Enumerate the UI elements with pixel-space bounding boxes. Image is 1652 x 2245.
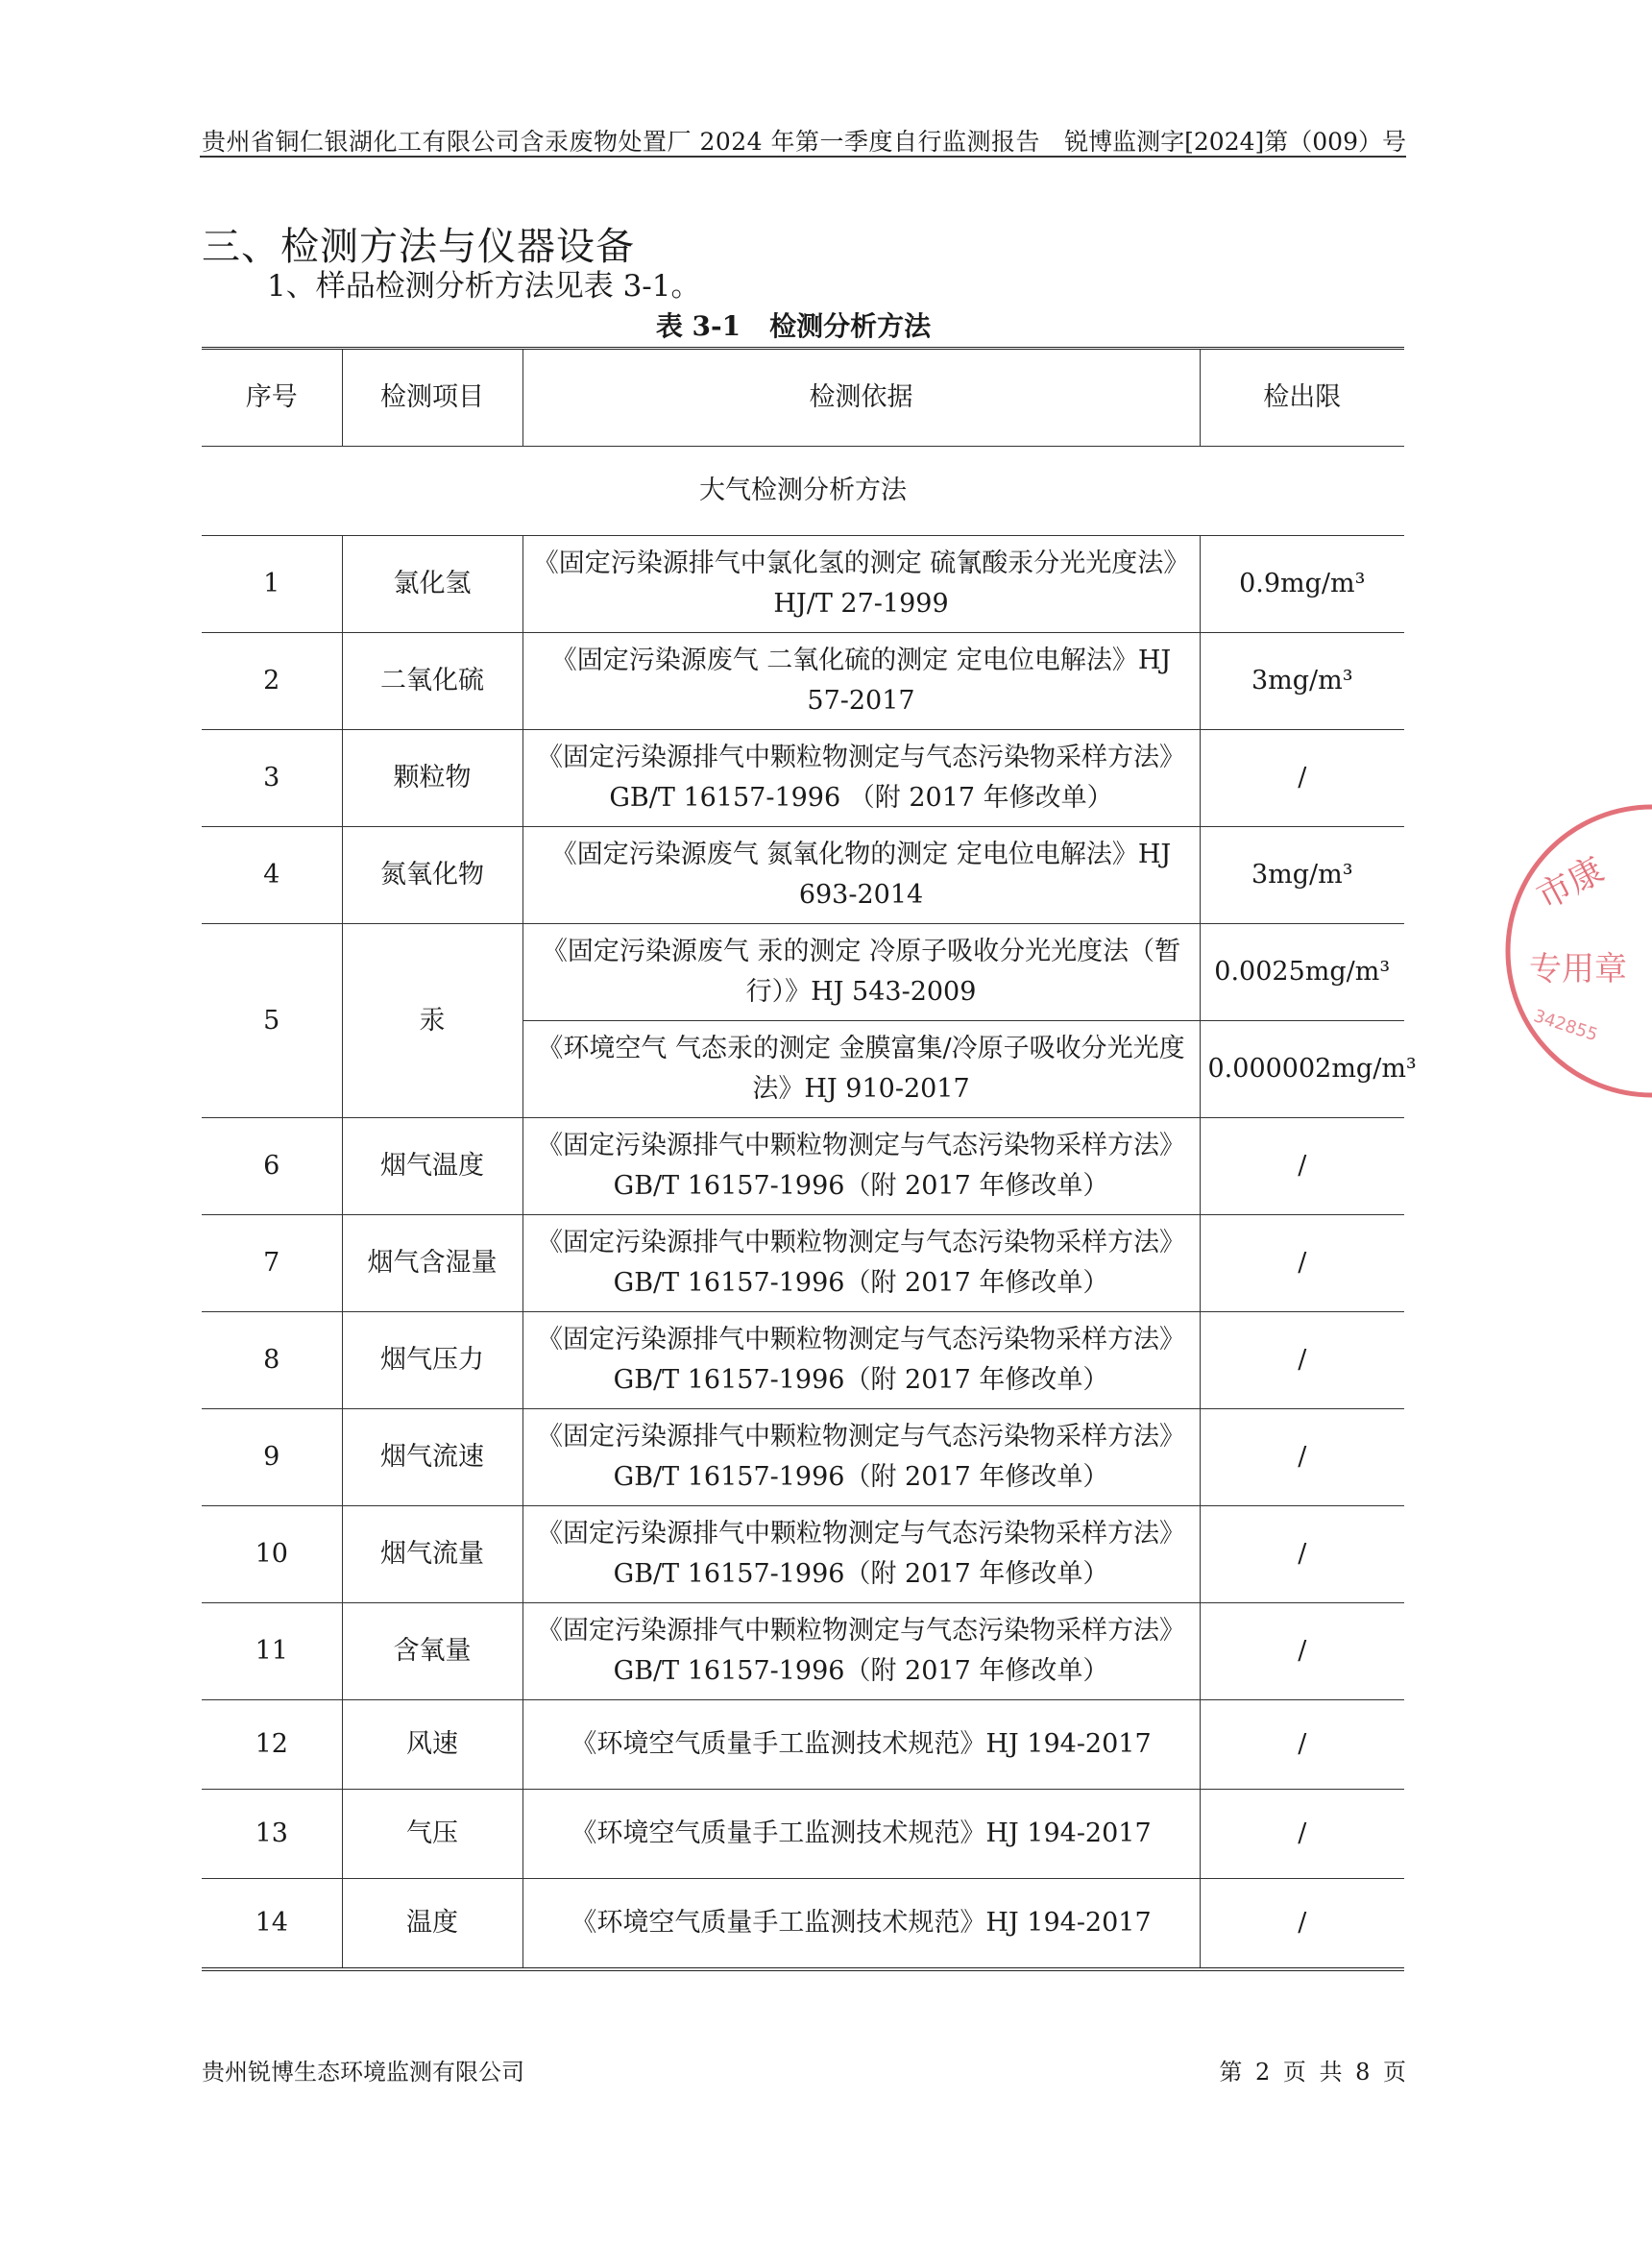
row-limit: / — [1200, 1603, 1404, 1700]
row-item: 烟气含湿量 — [342, 1215, 522, 1312]
report-number: 锐博监测字[2024]第（009）号 — [1064, 128, 1406, 156]
header-divider — [200, 156, 1406, 158]
row-basis: 《固定污染源排气中颗粒物测定与气态污染物采样方法》GB/T 16157-1996（附 2017 年修改单） — [522, 1506, 1200, 1603]
row-item: 汞 — [342, 924, 522, 1118]
row-limit: / — [1200, 730, 1404, 827]
row-limit: / — [1200, 1312, 1404, 1409]
row-item: 温度 — [342, 1879, 522, 1970]
row-limit: / — [1200, 1790, 1404, 1879]
row-basis: 《固定污染源排气中颗粒物测定与气态污染物采样方法》GB/T 16157-1996（附 2017 年修改单） — [522, 1409, 1200, 1506]
row-no: 7 — [202, 1215, 342, 1312]
row-limit: / — [1200, 1409, 1404, 1506]
group-title: 大气检测分析方法 — [202, 447, 1404, 536]
row-limit: / — [1200, 1879, 1404, 1970]
row-no: 6 — [202, 1118, 342, 1215]
row-basis: 《固定污染源废气 汞的测定 冷原子吸收分光光度法（暂行）》HJ 543-2009 — [522, 924, 1200, 1021]
row-no: 3 — [202, 730, 342, 827]
row-item: 二氧化硫 — [342, 633, 522, 730]
row-basis: 《环境空气 气态汞的测定 金膜富集/冷原子吸收分光光度法》HJ 910-2017 — [522, 1021, 1200, 1118]
row-item: 气压 — [342, 1790, 522, 1879]
table-row — [202, 1409, 1404, 1506]
table-row — [202, 827, 1404, 924]
row-limit: / — [1200, 1118, 1404, 1215]
table-row — [202, 924, 1404, 1021]
row-basis: 《环境空气质量手工监测技术规范》HJ 194-2017 — [522, 1790, 1200, 1879]
row-no: 13 — [202, 1790, 342, 1879]
table-caption-text: 检测分析方法 — [769, 310, 932, 342]
row-item: 烟气压力 — [342, 1312, 522, 1409]
row-basis: 《固定污染源排气中颗粒物测定与气态污染物采样方法》GB/T 16157-1996（附 2017 年修改单） — [522, 1215, 1200, 1312]
row-no: 10 — [202, 1506, 342, 1603]
row-basis: 《固定污染源废气 二氧化硫的测定 定电位电解法》HJ 57-2017 — [522, 633, 1200, 730]
header-basis: 检测依据 — [522, 349, 1200, 447]
seal-text-middle: 专用章 — [1529, 950, 1627, 988]
row-limit: / — [1200, 1506, 1404, 1603]
table-row — [202, 1506, 1404, 1603]
row-basis: 《环境空气质量手工监测技术规范》HJ 194-2017 — [522, 1879, 1200, 1970]
row-limit: 0.0025mg/m³ — [1200, 924, 1404, 1021]
row-limit: / — [1200, 1700, 1404, 1790]
row-limit: / — [1200, 1215, 1404, 1312]
footer-page-info: 第 2 页 共 8 页 — [1219, 2059, 1406, 2086]
header-no: 序号 — [202, 349, 342, 447]
table-caption — [0, 305, 1587, 344]
row-item: 风速 — [342, 1700, 522, 1790]
row-limit: 3mg/m³ — [1200, 633, 1404, 730]
row-limit: 0.9mg/m³ — [1200, 536, 1404, 633]
row-item: 氮氧化物 — [342, 827, 522, 924]
row-no: 11 — [202, 1603, 342, 1700]
methods-table — [202, 347, 1417, 1971]
table-row — [202, 1700, 1404, 1790]
table-row — [202, 1790, 1404, 1879]
seal-text-top: 市康 — [1530, 850, 1611, 918]
row-item: 含氧量 — [342, 1603, 522, 1700]
company-seal — [1498, 797, 1652, 1105]
row-item: 氯化氢 — [342, 536, 522, 633]
row-basis: 《固定污染源废气 氮氧化物的测定 定电位电解法》HJ 693-2014 — [522, 827, 1200, 924]
row-item: 颗粒物 — [342, 730, 522, 827]
row-basis: 《固定污染源排气中氯化氢的测定 硫氰酸汞分光光度法》HJ/T 27-1999 — [522, 536, 1200, 633]
row-no: 2 — [202, 633, 342, 730]
header-item: 检测项目 — [342, 349, 522, 447]
intro-text: 1、样品检测分析方法见表 3-1。 — [267, 269, 701, 304]
table-row — [202, 1879, 1404, 1970]
row-basis: 《固定污染源排气中颗粒物测定与气态污染物采样方法》GB/T 16157-1996（附 2017 年修改单） — [522, 1118, 1200, 1215]
group-row — [202, 447, 1404, 536]
report-title: 贵州省铜仁银湖化工有限公司含汞废物处置厂 2024 年第一季度自行监测报告 — [202, 128, 1041, 156]
row-no: 4 — [202, 827, 342, 924]
row-item: 烟气流量 — [342, 1506, 522, 1603]
row-basis: 《环境空气质量手工监测技术规范》HJ 194-2017 — [522, 1700, 1200, 1790]
table-row — [202, 536, 1404, 633]
row-basis: 《固定污染源排气中颗粒物测定与气态污染物采样方法》GB/T 16157-1996（附 2017 年修改单） — [522, 1312, 1200, 1409]
row-no: 12 — [202, 1700, 342, 1790]
header-limit: 检出限 — [1200, 349, 1404, 447]
table-header-row — [202, 349, 1404, 447]
table-row — [202, 633, 1404, 730]
table-row — [202, 730, 1404, 827]
table-row — [202, 1312, 1404, 1409]
row-no: 8 — [202, 1312, 342, 1409]
row-item: 烟气流速 — [342, 1409, 522, 1506]
row-basis: 《固定污染源排气中颗粒物测定与气态污染物采样方法》GB/T 16157-1996 （附 2017 年修改单） — [522, 730, 1200, 827]
table-caption-number: 表 3-1 — [655, 310, 741, 342]
table-row — [202, 1603, 1404, 1700]
row-item: 烟气温度 — [342, 1118, 522, 1215]
seal-text-number: 342855 — [1531, 1006, 1600, 1046]
row-limit: 3mg/m³ — [1200, 827, 1404, 924]
section-title: 三、检测方法与仪器设备 — [202, 224, 635, 269]
row-limit: 0.000002mg/m³ — [1200, 1021, 1404, 1118]
row-no: 14 — [202, 1879, 342, 1970]
row-no: 9 — [202, 1409, 342, 1506]
row-basis: 《固定污染源排气中颗粒物测定与气态污染物采样方法》GB/T 16157-1996（附 2017 年修改单） — [522, 1603, 1200, 1700]
table-row — [202, 1118, 1404, 1215]
row-no: 5 — [202, 924, 342, 1118]
table-row — [202, 1215, 1404, 1312]
row-no: 1 — [202, 536, 342, 633]
footer-company: 贵州锐博生态环境监测有限公司 — [202, 2059, 524, 2086]
